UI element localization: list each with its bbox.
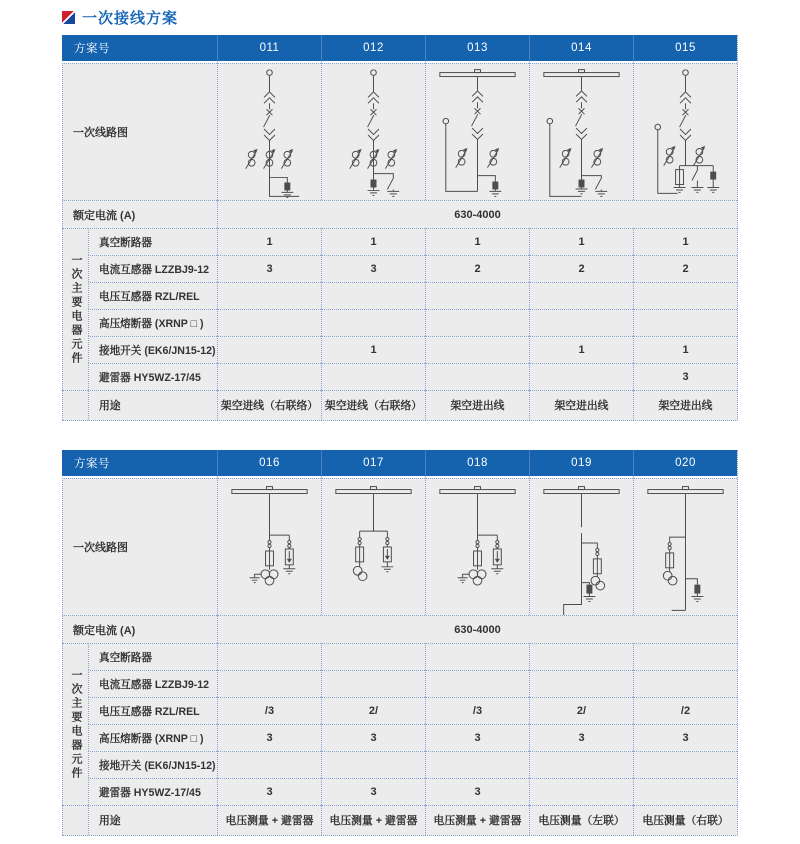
empty-corner-cell xyxy=(62,390,88,420)
circuit-diagram-018 xyxy=(425,478,529,615)
component-value-017 xyxy=(321,643,425,670)
component-value-017: 3 xyxy=(321,724,425,751)
component-value-015: 3 xyxy=(633,363,737,390)
component-value-011 xyxy=(217,282,321,309)
scheme-number-header: 方案号 xyxy=(62,35,217,63)
component-value-020: 3 xyxy=(633,724,737,751)
component-label-1: 电流互感器 LZZBJ9-12 xyxy=(88,670,217,697)
component-value-012: 3 xyxy=(321,255,425,282)
component-label-0: 真空断路器 xyxy=(88,643,217,670)
component-value-014 xyxy=(529,309,633,336)
component-value-015: 1 xyxy=(633,336,737,363)
component-value-014 xyxy=(529,363,633,390)
component-value-020 xyxy=(633,778,737,805)
component-value-019 xyxy=(529,670,633,697)
circuit-diagram-017 xyxy=(321,478,425,615)
usage-value-017: 电压测量 + 避雷器 xyxy=(321,805,425,835)
scheme-column-017: 017 xyxy=(321,450,425,478)
component-value-019: 3 xyxy=(529,724,633,751)
component-value-012 xyxy=(321,363,425,390)
usage-label: 用途 xyxy=(88,390,217,420)
component-value-017 xyxy=(321,751,425,778)
component-value-016 xyxy=(217,670,321,697)
section-title xyxy=(62,7,178,28)
component-group-label: 一次主要电器元件 xyxy=(62,643,88,805)
component-value-019 xyxy=(529,643,633,670)
usage-value-014: 架空进出线 xyxy=(529,390,633,420)
component-label-3: 高压熔断器 (XRNP □ ) xyxy=(88,309,217,336)
component-label-3: 高压熔断器 (XRNP □ ) xyxy=(88,724,217,751)
rated-current-label: 额定电流 (A) xyxy=(62,200,217,228)
usage-value-018: 电压测量 + 避雷器 xyxy=(425,805,529,835)
circuit-diagram-019 xyxy=(529,478,633,615)
component-value-015 xyxy=(633,282,737,309)
component-label-5: 避雷器 HY5WZ-17/45 xyxy=(88,778,217,805)
component-value-019 xyxy=(529,751,633,778)
scheme-column-012: 012 xyxy=(321,35,425,63)
circuit-diagram-015 xyxy=(633,63,737,200)
component-value-017 xyxy=(321,670,425,697)
diagram-row-label: 一次线路图 xyxy=(62,478,217,615)
component-value-019: 2/ xyxy=(529,697,633,724)
diagram-row-label: 一次线路图 xyxy=(62,63,217,200)
component-value-013 xyxy=(425,363,529,390)
scheme-column-018: 018 xyxy=(425,450,529,478)
scheme-column-019: 019 xyxy=(529,450,633,478)
usage-value-019: 电压测量（左联） xyxy=(529,805,633,835)
rated-current-value: 630-4000 xyxy=(217,200,737,228)
component-label-0: 真空断路器 xyxy=(88,228,217,255)
component-value-015: 1 xyxy=(633,228,737,255)
component-value-013 xyxy=(425,336,529,363)
component-value-020 xyxy=(633,751,737,778)
component-value-017: 3 xyxy=(321,778,425,805)
component-value-020: /2 xyxy=(633,697,737,724)
component-value-018 xyxy=(425,670,529,697)
component-value-014: 1 xyxy=(529,336,633,363)
component-value-017: 2/ xyxy=(321,697,425,724)
scheme-column-013: 013 xyxy=(425,35,529,63)
usage-label: 用途 xyxy=(88,805,217,835)
component-value-018: 3 xyxy=(425,724,529,751)
component-value-012 xyxy=(321,282,425,309)
component-value-016 xyxy=(217,643,321,670)
scheme-column-014: 014 xyxy=(529,35,633,63)
component-value-014: 2 xyxy=(529,255,633,282)
usage-value-016: 电压测量 + 避雷器 xyxy=(217,805,321,835)
scheme-column-011: 011 xyxy=(217,35,321,63)
section-marker-icon xyxy=(62,11,75,24)
component-value-011: 1 xyxy=(217,228,321,255)
scheme-column-015: 015 xyxy=(633,35,737,63)
component-value-018 xyxy=(425,643,529,670)
component-value-013 xyxy=(425,309,529,336)
component-label-2: 电压互感器 RZL/REL xyxy=(88,697,217,724)
component-value-016: /3 xyxy=(217,697,321,724)
component-value-011 xyxy=(217,309,321,336)
rated-current-label: 额定电流 (A) xyxy=(62,615,217,643)
component-value-016 xyxy=(217,751,321,778)
empty-corner-cell xyxy=(62,805,88,835)
scheme-table-016-020 xyxy=(62,450,738,836)
component-value-011 xyxy=(217,336,321,363)
page-title: 一次接线方案 xyxy=(82,10,179,27)
component-value-013: 1 xyxy=(425,228,529,255)
circuit-diagram-014 xyxy=(529,63,633,200)
component-value-019 xyxy=(529,778,633,805)
component-value-012 xyxy=(321,309,425,336)
component-value-012: 1 xyxy=(321,228,425,255)
rated-current-value: 630-4000 xyxy=(217,615,737,643)
component-group-label: 一次主要电器元件 xyxy=(62,228,88,390)
component-value-014 xyxy=(529,282,633,309)
component-value-016: 3 xyxy=(217,724,321,751)
circuit-diagram-020 xyxy=(633,478,737,615)
component-value-015: 2 xyxy=(633,255,737,282)
component-value-018 xyxy=(425,751,529,778)
circuit-diagram-012 xyxy=(321,63,425,200)
scheme-column-016: 016 xyxy=(217,450,321,478)
circuit-diagram-016 xyxy=(217,478,321,615)
component-label-5: 避雷器 HY5WZ-17/45 xyxy=(88,363,217,390)
usage-value-011: 架空进线（右联络） xyxy=(217,390,321,420)
component-value-014: 1 xyxy=(529,228,633,255)
component-value-012: 1 xyxy=(321,336,425,363)
component-label-1: 电流互感器 LZZBJ9-12 xyxy=(88,255,217,282)
component-value-015 xyxy=(633,309,737,336)
component-label-2: 电压互感器 RZL/REL xyxy=(88,282,217,309)
usage-value-013: 架空进出线 xyxy=(425,390,529,420)
scheme-table-011-015 xyxy=(62,35,738,421)
component-value-018: /3 xyxy=(425,697,529,724)
component-value-016: 3 xyxy=(217,778,321,805)
component-label-4: 接地开关 (EK6/JN15-12) xyxy=(88,336,217,363)
component-value-011: 3 xyxy=(217,255,321,282)
scheme-column-020: 020 xyxy=(633,450,737,478)
component-value-011 xyxy=(217,363,321,390)
scheme-number-header: 方案号 xyxy=(62,450,217,478)
circuit-diagram-011 xyxy=(217,63,321,200)
component-value-018: 3 xyxy=(425,778,529,805)
component-value-013 xyxy=(425,282,529,309)
component-label-4: 接地开关 (EK6/JN15-12) xyxy=(88,751,217,778)
usage-value-012: 架空进线（右联络） xyxy=(321,390,425,420)
usage-value-020: 电压测量（右联） xyxy=(633,805,737,835)
component-value-020 xyxy=(633,670,737,697)
component-value-020 xyxy=(633,643,737,670)
circuit-diagram-013 xyxy=(425,63,529,200)
usage-value-015: 架空进出线 xyxy=(633,390,737,420)
component-value-013: 2 xyxy=(425,255,529,282)
